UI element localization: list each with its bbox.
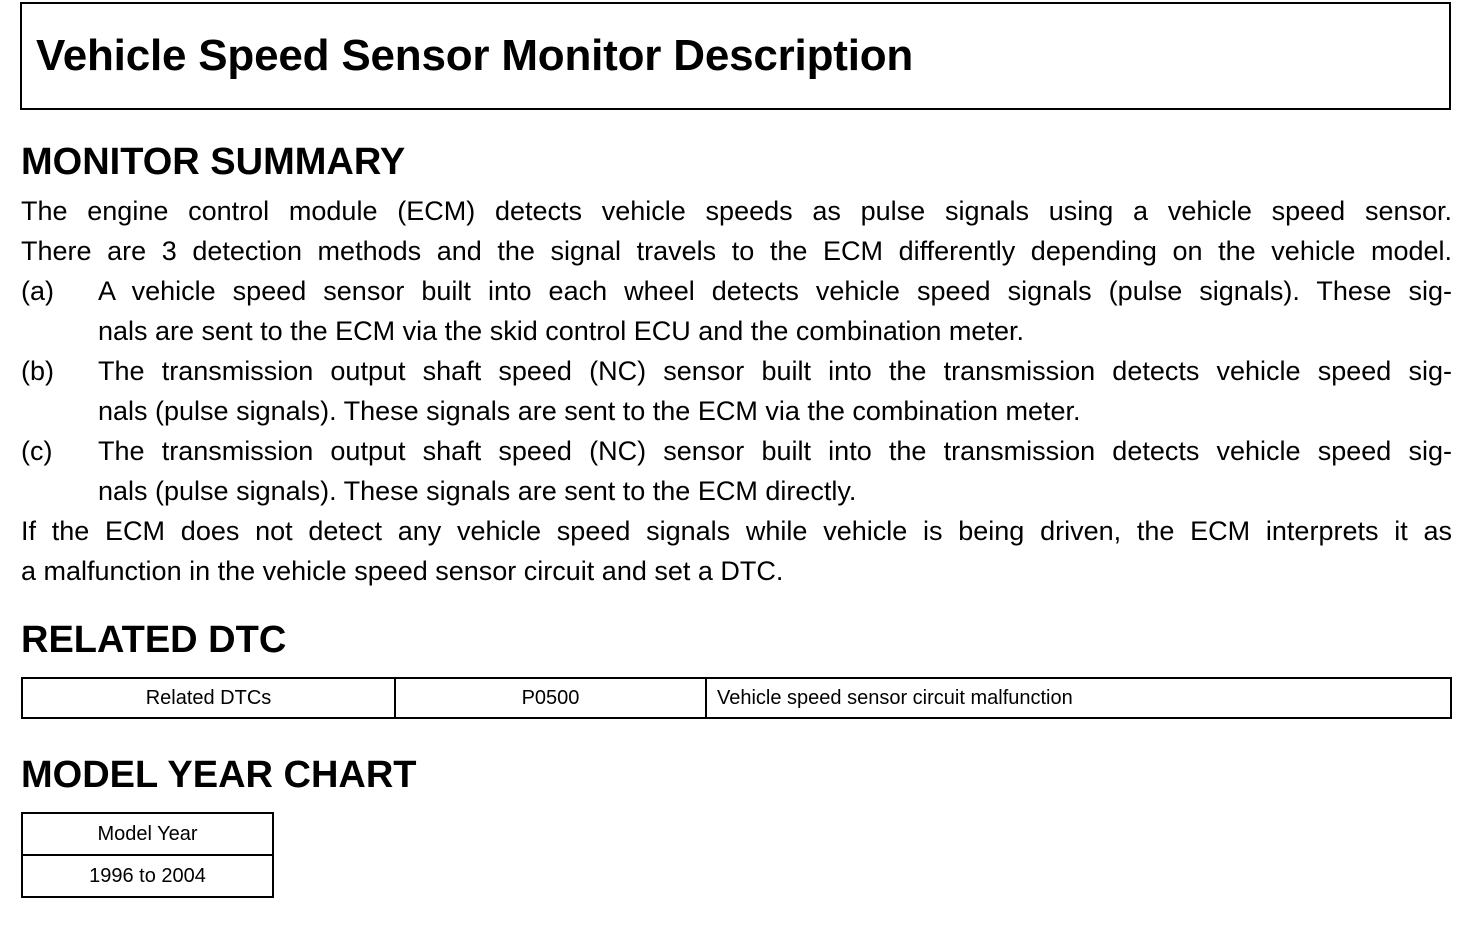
summary-closing-line-2: a malfunction in the vehicle speed sensor circuit and set a DTC. <box>21 556 784 586</box>
monitor-summary-body <box>21 191 1452 591</box>
dtc-description-cell: Vehicle speed sensor circuit malfunction <box>706 678 1451 718</box>
related-dtc-heading: RELATED DTC <box>21 619 287 661</box>
table-row <box>22 855 273 897</box>
item-text <box>98 351 1452 431</box>
item-text-line-2: nals (pulse signals). These signals are sent to the ECM directly. <box>98 476 857 506</box>
item-text-line-1: The transmission output shaft speed (NC) sensor built into the transmission detects vehicle speed sig- <box>98 356 1452 386</box>
summary-intro-line-2: There are 3 detection methods and the signal travels to the ECM differently depending on the vehicle model. <box>21 236 1452 266</box>
dtc-code-cell: P0500 <box>395 678 706 718</box>
item-text-line-2: nals are sent to the ECM via the skid control ECU and the combination meter. <box>98 316 1024 346</box>
title-box <box>20 2 1451 110</box>
table-row <box>22 813 273 855</box>
detection-method-c <box>21 431 1452 511</box>
item-text-line-1: A vehicle speed sensor built into each wheel detects vehicle speed signals (pulse signals). These sig- <box>98 276 1452 306</box>
detection-method-a <box>21 271 1452 351</box>
model-year-value-cell: 1996 to 2004 <box>22 855 273 897</box>
item-label: (b) <box>21 356 54 386</box>
model-year-header-cell: Model Year <box>22 813 273 855</box>
item-text <box>98 271 1452 351</box>
item-label: (a) <box>21 276 54 306</box>
item-text-line-1: The transmission output shaft speed (NC) sensor built into the transmission detects vehicle speed sig- <box>98 436 1452 466</box>
item-text-line-2: nals (pulse signals). These signals are sent to the ECM via the combination meter. <box>98 396 1081 426</box>
related-dtc-table <box>21 677 1452 719</box>
model-year-table <box>21 812 274 898</box>
page-title: Vehicle Speed Sensor Monitor Description <box>36 31 914 80</box>
item-text <box>98 431 1452 511</box>
summary-closing-line-1: If the ECM does not detect any vehicle speed signals while vehicle is being driven, the ECM interprets it as <box>21 516 1452 546</box>
item-label: (c) <box>21 436 53 466</box>
table-row <box>22 678 1451 718</box>
detection-method-b <box>21 351 1452 431</box>
monitor-summary-heading: MONITOR SUMMARY <box>21 141 406 183</box>
model-year-chart-heading: MODEL YEAR CHART <box>21 754 417 796</box>
dtc-label-cell: Related DTCs <box>22 678 395 718</box>
summary-intro-line-1: The engine control module (ECM) detects vehicle speeds as pulse signals using a vehicle speed sensor. <box>21 196 1452 226</box>
